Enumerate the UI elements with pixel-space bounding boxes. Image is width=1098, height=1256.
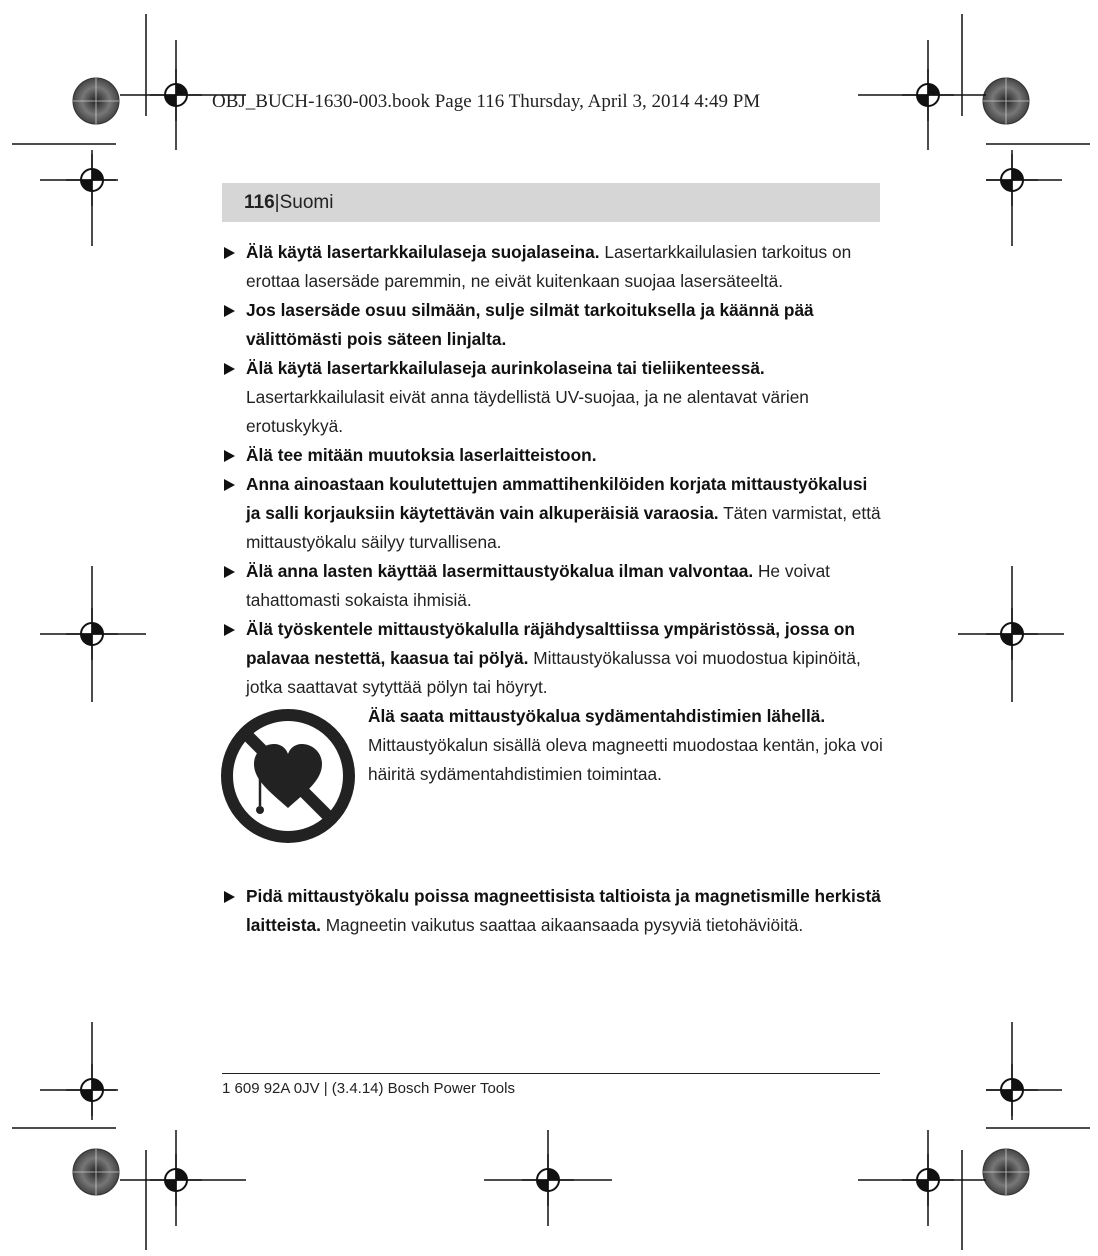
item-text: Lasertarkkailulasien tarkoitus on erottaa lasersäde paremmin, ne eivät kuitenkaan suojaa lasersäteeltä. — [246, 242, 852, 291]
bullet-arrow-icon — [224, 479, 235, 491]
bullet-arrow-icon — [224, 566, 235, 578]
bullet-arrow-icon — [224, 305, 235, 317]
item-bold: Pidä mittaustyökalu poissa magneettisista taltioista ja magnetismille herkistä laitteista. — [246, 886, 881, 935]
item-bold: Anna ainoastaan koulutettujen ammattihenkilöiden korjata mittaustyökalusi ja salli korjauksiin käytettävän vain alkuperäisiä varaosia. — [246, 474, 868, 523]
page-number: 116 — [244, 192, 275, 213]
footer-text: 1 609 92A 0JV | (3.4.14) Bosch Power Tools — [222, 1080, 515, 1097]
pacemaker-warning — [222, 702, 882, 862]
item-text: He voivat tahattomasti sokaista ihmisiä. — [246, 561, 830, 610]
item-bold: Älä työskentele mittaustyökalulla räjähdysalttiissa ympäristössä, jossa on palavaa nestettä, kaasua tai pölyä. — [246, 619, 855, 668]
list-item — [222, 470, 882, 557]
list-item — [222, 238, 882, 296]
list-item — [222, 557, 882, 615]
item-text: Mittaustyökalussa voi muodostua kipinöitä, jotka saattavat sytyttää pölyn tai höyryt. — [246, 648, 861, 697]
list-item — [222, 296, 882, 354]
section-title: Suomi — [279, 192, 334, 213]
bullet-arrow-icon — [224, 247, 235, 259]
safety-instructions — [222, 238, 882, 940]
color-target-bottom-right — [983, 1149, 1029, 1195]
item-text: Lasertarkkailulasit eivät anna täydellistä UV-suojaa, ja ne alentavat värien erotuskykyä. — [246, 387, 809, 436]
bullet-arrow-icon — [224, 450, 235, 462]
item-bold: Älä käytä lasertarkkailulaseja aurinkolaseina tai tieliikenteessä. — [246, 358, 765, 378]
no-pacemaker-icon — [220, 708, 356, 844]
item-bold: Älä anna lasten käyttää lasermittaustyökalua ilman valvontaa. — [246, 561, 754, 581]
book-file-header: OBJ_BUCH-1630-003.book Page 116 Thursday, April 3, 2014 4:49 PM — [212, 91, 761, 112]
list-item — [222, 354, 882, 441]
pacemaker-warning-title: Älä saata mittaustyökalua sydämentahdistimien lähellä. — [368, 706, 826, 726]
page-header-band — [222, 183, 880, 222]
item-text: Magneetin vaikutus saattaa aikaansaada pysyviä tietohäviöitä. — [320, 915, 804, 935]
pacemaker-warning-text — [368, 702, 884, 789]
color-target-top-right — [983, 78, 1029, 124]
footer-rule — [222, 1073, 880, 1074]
color-target-top-left — [73, 78, 119, 124]
item-text: Täten varmistat, että mittaustyökalu säilyy turvallisena. — [246, 503, 881, 552]
item-bold: Jos lasersäde osuu silmään, sulje silmät tarkoituksella ja käännä pää välittömästi pois säteen linjalta. — [246, 300, 814, 349]
page-separator: | — [274, 192, 280, 213]
item-bold: Älä tee mitään muutoksia laserlaitteistoon. — [246, 445, 597, 465]
color-target-bottom-left — [73, 1149, 119, 1195]
list-item — [222, 615, 882, 702]
item-bold: Älä käytä lasertarkkailulaseja suojalaseina. — [246, 242, 600, 262]
bullet-arrow-icon — [224, 363, 235, 375]
pacemaker-warning-body: Mittaustyökalun sisällä oleva magneetti muodostaa kentän, joka voi häiritä sydämentahdistimien toimintaa. — [368, 735, 883, 784]
list-item — [222, 441, 882, 470]
bullet-arrow-icon — [224, 624, 235, 636]
bullet-arrow-icon — [224, 891, 235, 903]
list-item — [222, 882, 882, 940]
